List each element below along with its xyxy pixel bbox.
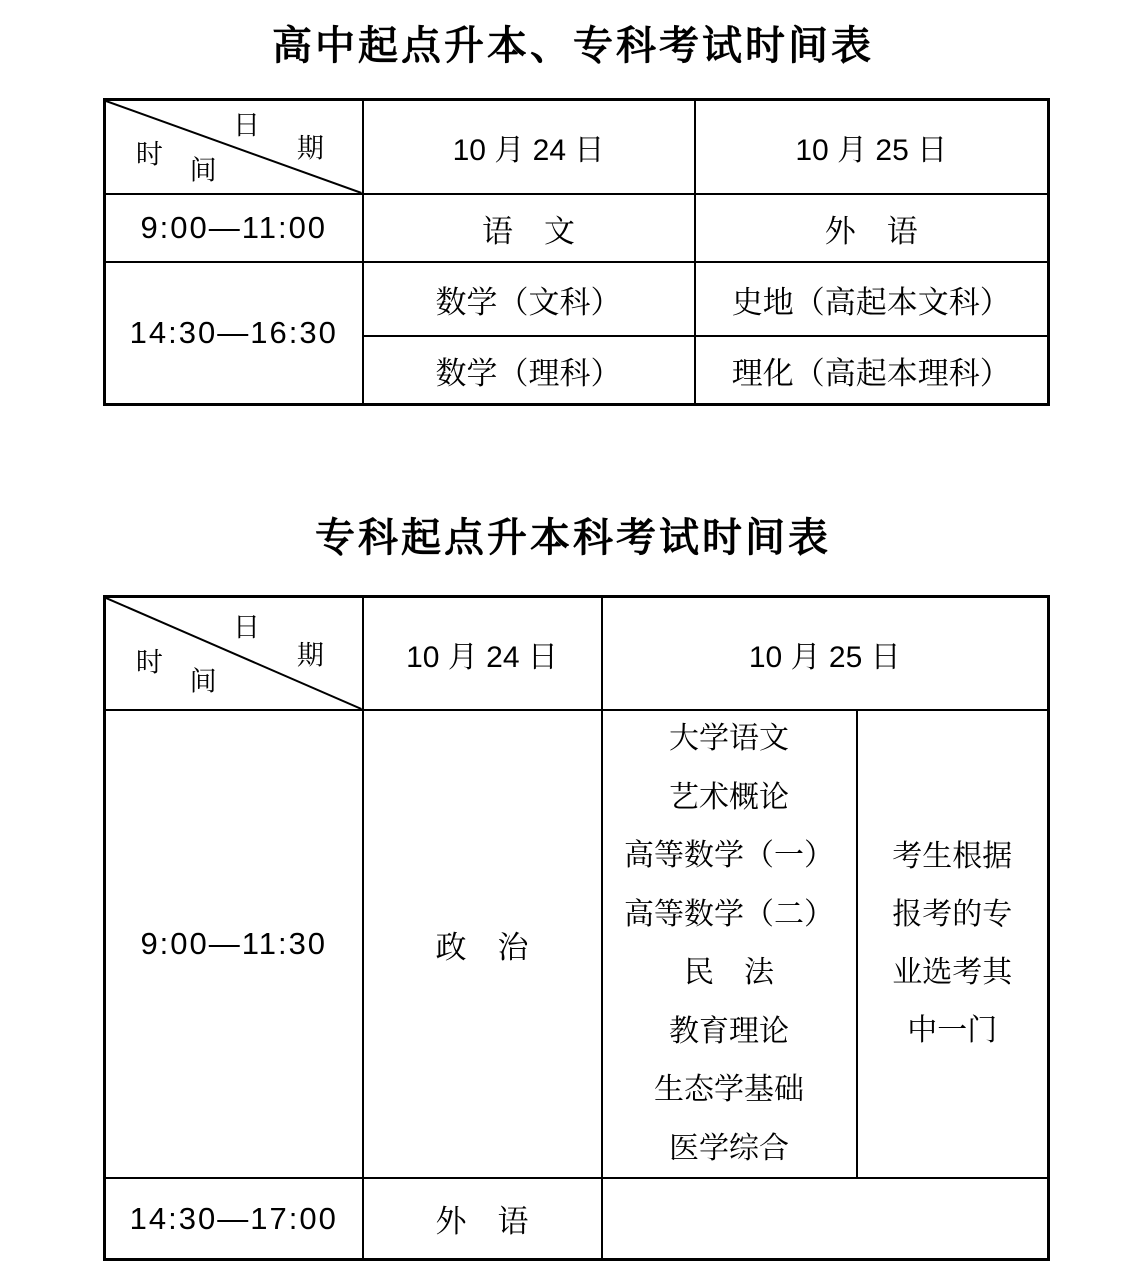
table2-morning-row xyxy=(105,710,1049,1178)
table2-header-day1: 10 月 24 日 xyxy=(363,597,602,711)
table2-corner-cell xyxy=(105,597,363,711)
table1-corner-cell xyxy=(105,100,363,195)
table1-morning-row xyxy=(105,194,1049,262)
corner-date-char2: 期 xyxy=(296,640,324,671)
table1-title: 高中起点升本、专科考试时间表 xyxy=(272,23,874,68)
table1-afternoon-day2-arts: 史地（高起本文科） xyxy=(695,262,1049,336)
table2-morning-day2-note-cell xyxy=(857,710,1049,1178)
table1-header-day1: 10 月 24 日 xyxy=(363,100,695,195)
subject-item: 艺术概论 xyxy=(669,780,789,814)
corner-time-char1: 时 xyxy=(135,647,163,678)
subject-item: 教育理论 xyxy=(669,1014,789,1048)
table2 xyxy=(103,595,1050,1261)
table1-afternoon-time: 14:30—16:30 xyxy=(105,262,363,405)
table2-afternoon-row xyxy=(105,1178,1049,1260)
subject-list xyxy=(603,724,856,1164)
subject-item: 生态学基础 xyxy=(654,1073,804,1107)
table2-morning-day1-subject: 政 治 xyxy=(363,710,602,1178)
subject-item: 大学语文 xyxy=(669,722,789,755)
table2-title: 专科起点升本科考试时间表 xyxy=(315,515,831,560)
exam-choice-note: 考生根据报考的专业选考其中一门 xyxy=(892,840,1013,1047)
subject-item: 民 法 xyxy=(684,956,774,990)
corner-date-char1: 日 xyxy=(233,612,261,643)
corner-date-char2: 期 xyxy=(296,133,324,164)
table2-header-day2: 10 月 25 日 xyxy=(602,597,1049,711)
subject-item: 高等数学（二） xyxy=(624,897,834,931)
corner-time-char1: 时 xyxy=(135,139,163,170)
table1-afternoon-row-arts xyxy=(105,262,1049,336)
subject-item: 医学综合 xyxy=(669,1131,789,1165)
table1-morning-time: 9:00—11:00 xyxy=(105,194,363,262)
table2-afternoon-time: 14:30—17:00 xyxy=(105,1178,363,1260)
table1-afternoon-day1-arts: 数学（文科） xyxy=(363,262,695,336)
table1-afternoon-day2-science: 理化（高起本理科） xyxy=(695,336,1049,405)
table1-header-row xyxy=(105,100,1049,195)
corner-time-char2: 间 xyxy=(189,155,217,186)
table2-afternoon-day1-subject: 外 语 xyxy=(363,1178,602,1260)
table2-morning-time: 9:00—11:30 xyxy=(105,710,363,1178)
table1-morning-day2-subject: 外 语 xyxy=(695,194,1049,262)
table2-afternoon-day2-empty xyxy=(602,1178,1049,1260)
table1-afternoon-day1-science: 数学（理科） xyxy=(363,336,695,405)
table2-header-row xyxy=(105,597,1049,711)
subject-item: 高等数学（一） xyxy=(624,839,834,873)
corner-date-char1: 日 xyxy=(233,110,261,141)
table1 xyxy=(103,98,1050,406)
table2-morning-day2-subjects-cell xyxy=(602,710,857,1178)
corner-time-char2: 间 xyxy=(189,666,217,697)
table1-morning-day1-subject: 语 文 xyxy=(363,194,695,262)
table1-header-day2: 10 月 25 日 xyxy=(695,100,1049,195)
